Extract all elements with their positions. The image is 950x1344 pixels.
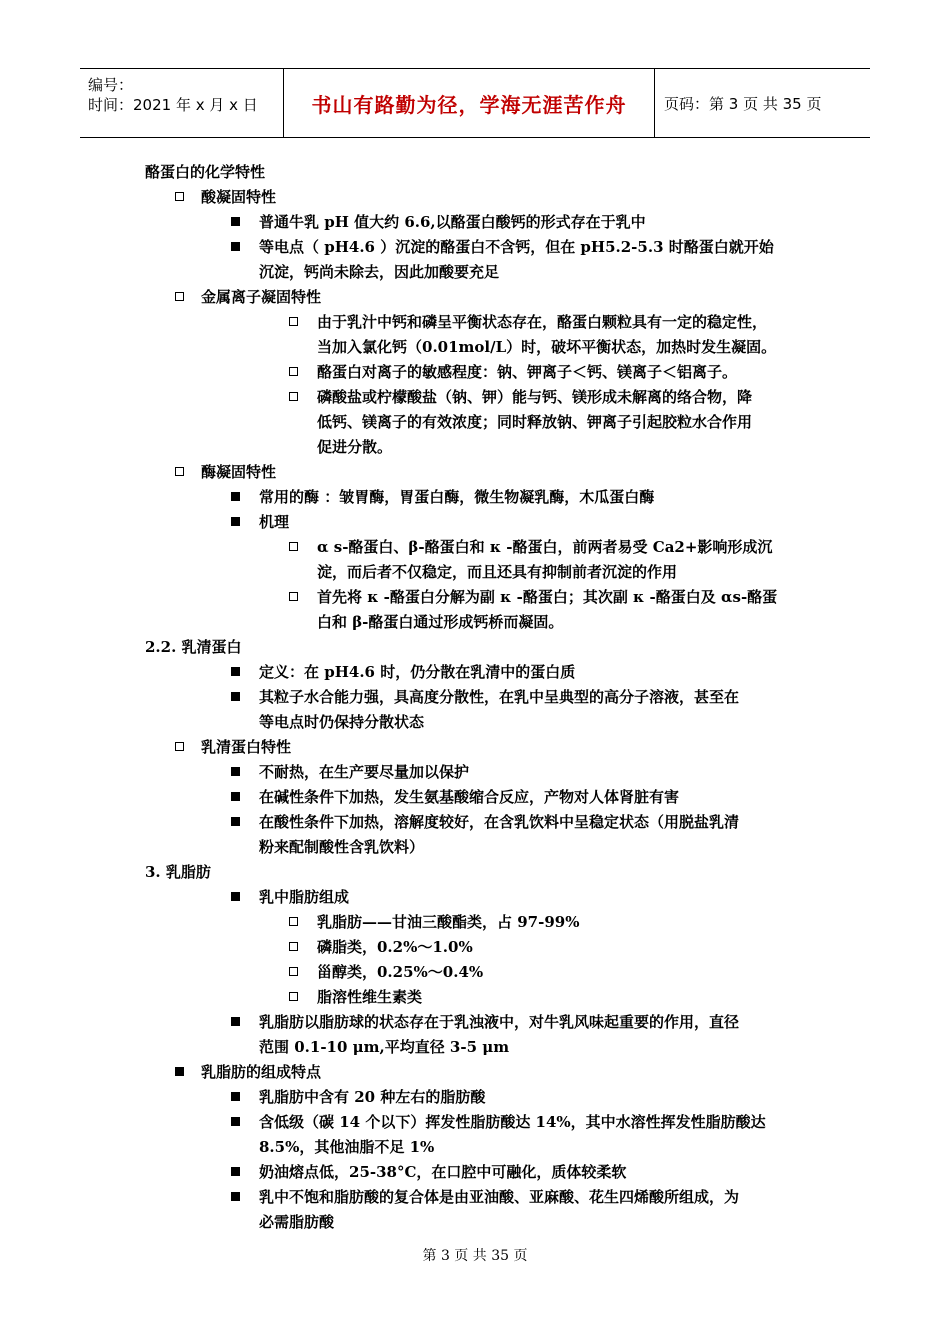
list-item-continuation: 当加入氯化钙（0.01mol/L）时，破坏平衡状态，加热时发生凝固。 (317, 338, 777, 356)
list-item: 含低级（碳 14 个以下）挥发性脂肪酸达 14%，其中水溶性挥发性脂肪酸达 (231, 1110, 766, 1135)
filled-square-bullet-icon (231, 1117, 240, 1126)
filled-square-bullet-icon (231, 667, 240, 676)
list-item: 酸凝固特性 (175, 185, 276, 210)
list-item: 常用的酶 ：皱胃酶，胃蛋白酶，微生物凝乳酶，木瓜蛋白酶 (231, 485, 654, 510)
list-item-continuation: 白和 β-酪蛋白通过形成钙桥而凝固。 (317, 613, 564, 631)
list-item: 磷酸盐或柠檬酸盐（钠、钾）能与钙、镁形成未解离的络合物，降 (289, 385, 752, 410)
list-item-continuation: 沉淀，钙尚未除去，因此加酸要充足 (259, 263, 500, 281)
filled-square-bullet-icon (231, 817, 240, 826)
header-page-info: 页码：第 3 页 共 35 页 (664, 94, 822, 113)
list-item-continuation: 必需脂肪酸 (259, 1213, 335, 1231)
page-header (80, 68, 870, 138)
list-item: 金属离子凝固特性 (175, 285, 321, 310)
filled-square-bullet-icon (175, 1067, 184, 1076)
list-item-continuation: 淀，而后者不仅稳定，而且还具有抑制前者沉淀的作用 (317, 563, 678, 581)
list-item: 乳脂肪以脂肪球的状态存在于乳浊液中，对牛乳风味起重要的作用，直径 (231, 1010, 739, 1035)
open-square-bullet-icon (289, 542, 298, 551)
open-square-bullet-icon (289, 967, 298, 976)
open-square-bullet-icon (289, 992, 298, 1001)
open-square-bullet-icon (289, 392, 298, 401)
list-item: 在酸性条件下加热，溶解度较好，在含乳饮料中呈稳定状态（用脱盐乳清 (231, 810, 739, 835)
header-motto: 书山有路勤为径，学海无涯苦作舟 (311, 92, 627, 117)
list-item: 其粒子水合能力强，具高度分散性，在乳中呈典型的高分子溶液，甚至在 (231, 685, 739, 710)
section-heading: 2.2. 乳清蛋白 (145, 638, 242, 656)
filled-square-bullet-icon (231, 217, 240, 226)
list-item: 乳脂肪中含有 20 种左右的脂肪酸 (231, 1085, 485, 1110)
list-item-continuation: 8.5%，其他油脂不足 1% (259, 1138, 435, 1156)
filled-square-bullet-icon (231, 1017, 240, 1026)
list-item-continuation: 低钙、镁离子的有效浓度；同时释放钠、钾离子引起胶粒水合作用 (317, 413, 753, 431)
list-item-continuation: 粉来配制酸性含乳饮料） (259, 838, 425, 856)
page-footer: 第 3 页 共 35 页 (422, 1248, 528, 1264)
open-square-bullet-icon (175, 742, 184, 751)
section-heading: 酪蛋白的化学特性 (145, 163, 266, 181)
list-item-continuation: 等电点时仍保持分散状态 (259, 713, 425, 731)
open-square-bullet-icon (289, 317, 298, 326)
list-item: 酪蛋白对离子的敏感程度：钠、钾离子＜钙、镁离子＜铝离子。 (289, 360, 737, 385)
list-item: 酶凝固特性 (175, 460, 276, 485)
list-item: 奶油熔点低，25-38°C，在口腔中可融化，质体较柔软 (231, 1160, 626, 1185)
list-item: 乳中不饱和脂肪酸的复合体是由亚油酸、亚麻酸、花生四烯酸所组成，为 (231, 1185, 739, 1210)
list-item: 乳脂肪的组成特点 (175, 1060, 321, 1085)
list-item: α s-酪蛋白、β-酪蛋白和 κ -酪蛋白，前两者易受 Ca2+影响形成沉 (289, 535, 772, 560)
list-item: 等电点（ pH4.6 ）沉淀的酪蛋白不含钙，但在 pH5.2-5.3 时酪蛋白就开始 (231, 235, 774, 260)
filled-square-bullet-icon (231, 1167, 240, 1176)
filled-square-bullet-icon (231, 517, 240, 526)
header-divider (654, 69, 655, 137)
list-item-continuation: 促进分散。 (317, 438, 393, 456)
section-heading: 3. 乳脂肪 (145, 863, 211, 881)
number-label: 编号： (88, 76, 134, 94)
filled-square-bullet-icon (231, 492, 240, 501)
date-line: 时间：2021 年 x 月 x 日 (88, 96, 258, 114)
header-meta (88, 75, 278, 115)
list-item: 不耐热，在生产要尽量加以保护 (231, 760, 469, 785)
list-item: 普通牛乳 pH 值大约 6.6,以酪蛋白酸钙的形式存在于乳中 (231, 210, 646, 235)
list-item: 乳脂肪——甘油三酸酯类，占 97-99% (289, 910, 579, 935)
open-square-bullet-icon (289, 942, 298, 951)
open-square-bullet-icon (175, 467, 184, 476)
list-item: 磷脂类，0.2%～1.0% (289, 935, 473, 960)
filled-square-bullet-icon (231, 1092, 240, 1101)
open-square-bullet-icon (289, 917, 298, 926)
filled-square-bullet-icon (231, 792, 240, 801)
open-square-bullet-icon (175, 292, 184, 301)
list-item: 在碱性条件下加热，发生氨基酸缩合反应，产物对人体肾脏有害 (231, 785, 679, 810)
list-item-continuation: 范围 0.1-10 μm,平均直径 3-5 μm (259, 1038, 510, 1056)
filled-square-bullet-icon (231, 242, 240, 251)
open-square-bullet-icon (175, 192, 184, 201)
filled-square-bullet-icon (231, 692, 240, 701)
filled-square-bullet-icon (231, 892, 240, 901)
list-item: 乳清蛋白特性 (175, 735, 291, 760)
open-square-bullet-icon (289, 592, 298, 601)
list-item: 脂溶性维生素类 (289, 985, 422, 1010)
list-item: 机理 (231, 510, 289, 535)
list-item: 由于乳汁中钙和磷呈平衡状态存在，酪蛋白颗粒具有一定的稳定性， (289, 310, 767, 335)
list-item: 定义：在 pH4.6 时，仍分散在乳清中的蛋白质 (231, 660, 575, 685)
list-item: 乳中脂肪组成 (231, 885, 349, 910)
filled-square-bullet-icon (231, 1192, 240, 1201)
open-square-bullet-icon (289, 367, 298, 376)
list-item: 甾醇类，0.25%～0.4% (289, 960, 483, 985)
filled-square-bullet-icon (231, 767, 240, 776)
list-item: 首先将 κ -酪蛋白分解为副 κ -酪蛋白；其次副 κ -酪蛋白及 αs-酪蛋 (289, 585, 777, 610)
